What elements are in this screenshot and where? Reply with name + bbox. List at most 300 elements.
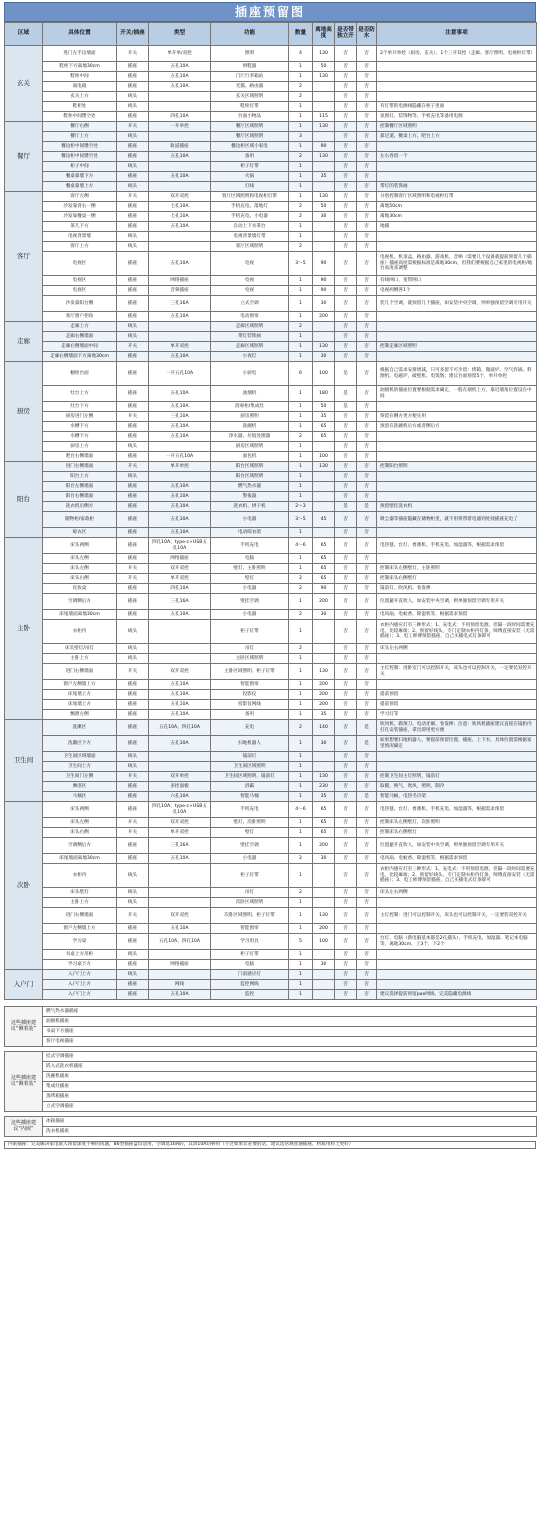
function-cell: 阳台区域照明 xyxy=(211,472,289,482)
spec-cell xyxy=(149,102,211,112)
table-row xyxy=(5,620,537,644)
note-cell: 2个单开单控（厨房、玄关）、1个三开双控（走廊、客厅照明、电视柜灯带） xyxy=(377,46,537,62)
note-cell: 台灯、电脑（新电脑基本都是2孔插头）、手机充电、加湿器、笔记本电脑等，离地30cm，上3个，下2个 xyxy=(377,934,537,950)
note-cell: 电风扇、电蚊香、除湿机等，根据需求预留 xyxy=(377,610,537,620)
table-row xyxy=(5,472,537,482)
type-cell: 插座 xyxy=(117,352,149,362)
location-cell: 餐桌靠墙上方 xyxy=(43,182,117,192)
switch-cell: 否 xyxy=(335,620,357,644)
table-row xyxy=(5,664,537,680)
function-cell: 小电器 xyxy=(211,854,289,864)
table-row xyxy=(5,838,537,854)
table-row xyxy=(5,432,537,442)
note-cell xyxy=(377,452,537,462)
function-cell: 电视 xyxy=(211,286,289,296)
type-cell: 插座 xyxy=(117,212,149,222)
suggestion-item: 立式空调插座 xyxy=(43,1102,537,1112)
table-row xyxy=(5,644,537,654)
location-cell: 进门右侧墙面 xyxy=(43,462,117,472)
waterproof-cell: 否 xyxy=(357,62,377,72)
table-row xyxy=(5,690,537,700)
table-row xyxy=(5,142,537,152)
note-cell: 分别控制客厅区域照明和电视柜灯带 xyxy=(377,192,537,202)
switch-cell: 否 xyxy=(335,452,357,462)
location-cell: 洗漱区 xyxy=(43,720,117,736)
switch-cell: 否 xyxy=(335,888,357,898)
height-cell xyxy=(313,990,335,1000)
suggestion-row xyxy=(5,1052,537,1062)
quantity-cell: 3～5 xyxy=(289,252,313,276)
function-cell: 电动晾衣架 xyxy=(211,528,289,538)
switch-cell: 否 xyxy=(335,276,357,286)
quantity-cell: 2 xyxy=(289,212,313,222)
switch-cell: 否 xyxy=(335,610,357,620)
type-cell: 线头 xyxy=(117,970,149,980)
quantity-cell: 6 xyxy=(289,362,313,386)
spec-cell: 音频插座 xyxy=(149,286,211,296)
function-cell: 带灯装饰画 xyxy=(211,332,289,342)
switch-cell: 否 xyxy=(335,644,357,654)
note-cell: 左右各留一个 xyxy=(377,152,537,162)
switch-cell: 否 xyxy=(335,296,357,312)
waterproof-cell: 否 xyxy=(357,690,377,700)
type-cell: 线头 xyxy=(117,654,149,664)
function-cell: 柜子灯带 xyxy=(211,162,289,172)
switch-cell: 否 xyxy=(335,492,357,502)
table-row xyxy=(5,574,537,584)
note-cell xyxy=(377,352,537,362)
switch-cell: 否 xyxy=(335,720,357,736)
type-cell: 开关 xyxy=(117,574,149,584)
function-cell: 柜子灯带 xyxy=(211,864,289,888)
table-row xyxy=(5,322,537,332)
waterproof-cell: 否 xyxy=(357,710,377,720)
waterproof-cell: 否 xyxy=(357,142,377,152)
suggestion-row xyxy=(5,1007,537,1017)
switch-cell: 否 xyxy=(335,554,357,564)
suggestion-item: 燃气热水器插座 xyxy=(43,1007,537,1017)
switch-cell: 否 xyxy=(335,342,357,352)
table-row xyxy=(5,252,537,276)
spec-cell: 七孔10A xyxy=(149,212,211,222)
quantity-cell: 1 xyxy=(289,680,313,690)
table-row xyxy=(5,828,537,838)
note-cell: 取暖，换气，吹风，照明，制冷 xyxy=(377,782,537,792)
suggestion-label: 这些插座建议“内嵌” xyxy=(5,1117,43,1137)
spec-cell: 五孔10A xyxy=(149,924,211,934)
waterproof-cell: 否 xyxy=(357,442,377,452)
type-cell: 开关 xyxy=(117,122,149,132)
type-cell: 开关 xyxy=(117,564,149,574)
suggestion-row xyxy=(5,1062,537,1072)
waterproof-cell: 否 xyxy=(357,412,377,422)
spec-cell: 多控面板 xyxy=(149,782,211,792)
spec-cell xyxy=(149,92,211,102)
region-cell: 厨房 xyxy=(5,362,43,462)
type-cell: 线头 xyxy=(117,102,149,112)
quantity-cell: 1 xyxy=(289,112,313,122)
spec-cell: 五孔10A xyxy=(149,62,211,72)
table-row xyxy=(5,452,537,462)
location-cell: 餐边柜中间镂空处 xyxy=(43,152,117,162)
switch-cell: 否 xyxy=(335,442,357,452)
function-cell: 投影仪网线 xyxy=(211,700,289,710)
type-cell: 插座 xyxy=(117,792,149,802)
spec-cell: 双开单控 xyxy=(149,772,211,782)
height-cell: 30 xyxy=(313,212,335,222)
location-cell: 客厅左侧 xyxy=(43,192,117,202)
note-cell xyxy=(377,960,537,970)
type-cell: 插座 xyxy=(117,512,149,528)
function-cell: 主卧区域照明 xyxy=(211,654,289,664)
location-cell: 沙发靠阳台侧 xyxy=(43,296,117,312)
type-cell: 插座 xyxy=(117,362,149,386)
quantity-cell: 1 xyxy=(289,332,313,342)
type-cell: 开关 xyxy=(117,342,149,352)
table-row xyxy=(5,46,537,62)
height-cell: 130 xyxy=(313,342,335,352)
waterproof-cell: 否 xyxy=(357,680,377,690)
note-cell: 控制床头右侧壁灯 xyxy=(377,828,537,838)
type-cell: 线头 xyxy=(117,132,149,142)
switch-cell: 否 xyxy=(335,864,357,888)
suggestion-item: 书桌下方插座 xyxy=(43,1027,537,1037)
note-cell: 如果想要扫地机器人，要提前预留位置，插座、上下水，具体位置需根据家里情况确定 xyxy=(377,736,537,752)
note-cell xyxy=(377,528,537,538)
location-cell: 床头两侧 xyxy=(43,802,117,818)
note-cell: 控制床头左侧壁灯，主卧照明 xyxy=(377,564,537,574)
spec-cell: 五孔10A xyxy=(149,680,211,690)
switch-cell: 否 xyxy=(335,854,357,864)
waterproof-cell: 否 xyxy=(357,192,377,202)
waterproof-cell: 否 xyxy=(357,620,377,644)
switch-cell: 否 xyxy=(335,286,357,296)
quantity-cell: 1 xyxy=(289,898,313,908)
table-row xyxy=(5,422,537,432)
spec-cell: 一开五孔10A xyxy=(149,452,211,462)
location-cell: 客厅上方 xyxy=(43,242,117,252)
quantity-cell: 1 xyxy=(289,970,313,980)
note-cell xyxy=(377,950,537,960)
region-cell: 阳台 xyxy=(5,462,43,538)
function-cell: 投影仪 xyxy=(211,690,289,700)
type-cell: 线头 xyxy=(117,620,149,644)
quantity-cell: 1 xyxy=(289,492,313,502)
quantity-cell: 2 xyxy=(289,152,313,162)
region-cell: 玄关 xyxy=(5,46,43,122)
note-cell: 氛围灯、装饰物等，手机充电等备用电源 xyxy=(377,112,537,122)
location-cell: 入户门上方 xyxy=(43,990,117,1000)
table-row xyxy=(5,950,537,960)
switch-cell: 否 xyxy=(335,908,357,924)
waterproof-cell: 否 xyxy=(357,762,377,772)
note-cell: 学习灯等 xyxy=(377,710,537,720)
switch-cell: 否 xyxy=(335,142,357,152)
switch-cell: 否 xyxy=(335,980,357,990)
spec-cell: 四孔10A、type-c+USB五孔10A xyxy=(149,802,211,818)
suggestion-item: 集成灶插座 xyxy=(43,1082,537,1092)
height-cell xyxy=(313,322,335,332)
quantity-cell: 1 xyxy=(289,960,313,970)
height-cell: 65 xyxy=(313,828,335,838)
spec-cell: 四孔10A、type-c+USB五孔10A xyxy=(149,538,211,554)
switch-cell: 否 xyxy=(335,112,357,122)
table-row xyxy=(5,232,537,242)
spec-cell xyxy=(149,888,211,898)
quantity-cell: 4 xyxy=(289,46,313,62)
suggestion-item: 洗碗机插座 xyxy=(43,1072,537,1082)
height-cell xyxy=(313,482,335,492)
type-cell: 插座 xyxy=(117,554,149,564)
region-cell: 次卧 xyxy=(5,802,43,970)
waterproof-cell: 否 xyxy=(357,122,377,132)
quantity-cell: 2 xyxy=(289,242,313,252)
location-cell: 弱电箱 xyxy=(43,82,117,92)
type-cell: 线头 xyxy=(117,322,149,332)
height-cell xyxy=(313,950,335,960)
note-cell: 位置避开直吹人，如安装中央空调，则单独预留空调专用开关 xyxy=(377,594,537,610)
quantity-cell: 1 xyxy=(289,172,313,182)
spec-cell: 五孔10A xyxy=(149,386,211,402)
table-body xyxy=(5,46,537,1000)
table-row xyxy=(5,792,537,802)
note-cell xyxy=(377,172,537,182)
height-cell: 130 xyxy=(313,46,335,62)
function-cell: 燃气热水器 xyxy=(211,482,289,492)
table-row xyxy=(5,276,537,286)
waterproof-cell: 是 xyxy=(357,502,377,512)
note-cell xyxy=(377,92,537,102)
spec-cell: 双开双控 xyxy=(149,908,211,924)
spec-cell: 四孔10A xyxy=(149,584,211,594)
type-cell: 线头 xyxy=(117,864,149,888)
height-cell: 65 xyxy=(313,818,335,828)
function-cell: 电视 xyxy=(211,252,289,276)
quantity-cell: 1 xyxy=(289,620,313,644)
quantity-cell: 2 xyxy=(289,574,313,584)
switch-cell: 否 xyxy=(335,772,357,782)
switch-cell: 否 xyxy=(335,222,357,232)
switch-cell: 否 xyxy=(335,960,357,970)
waterproof-cell: 否 xyxy=(357,818,377,828)
suggestion-row xyxy=(5,1027,537,1037)
table-row xyxy=(5,888,537,898)
table-row xyxy=(5,736,537,752)
location-cell: 学习桌下方 xyxy=(43,960,117,970)
height-cell xyxy=(313,654,335,664)
function-cell: 鞋柜灯带 xyxy=(211,102,289,112)
function-cell: 电动窗帘 xyxy=(211,312,289,322)
note-cell xyxy=(377,322,537,332)
quantity-cell: 1 xyxy=(289,472,313,482)
switch-cell: 否 xyxy=(335,934,357,950)
quantity-cell: 1 xyxy=(289,122,313,132)
type-cell: 插座 xyxy=(117,720,149,736)
type-cell: 插座 xyxy=(117,152,149,162)
height-cell xyxy=(313,242,335,252)
quantity-cell: 2 xyxy=(289,720,313,736)
waterproof-cell: 否 xyxy=(357,322,377,332)
type-cell: 插座 xyxy=(117,312,149,322)
switch-cell: 否 xyxy=(335,152,357,162)
spec-cell: 三孔16A xyxy=(149,838,211,854)
switch-cell: 否 xyxy=(335,700,357,710)
spec-cell: 五孔10A xyxy=(149,528,211,538)
spec-cell: 七孔10A xyxy=(149,202,211,212)
waterproof-cell: 否 xyxy=(357,528,377,538)
spec-cell: 五孔10A xyxy=(149,72,211,82)
function-cell: 电视背景墙灯带 xyxy=(211,232,289,242)
height-cell xyxy=(313,644,335,654)
suggestion-item: 蒸烤箱插座 xyxy=(43,1092,537,1102)
suggestion-item: 洗衣机插座 xyxy=(43,1127,537,1137)
height-cell: 30 xyxy=(313,610,335,620)
note-cell xyxy=(377,402,537,412)
function-cell: 壁挂空调 xyxy=(211,838,289,854)
quantity-cell: 1 xyxy=(289,352,313,362)
switch-cell: 否 xyxy=(335,924,357,934)
quantity-cell: 2 xyxy=(289,644,313,654)
function-cell: 监控 xyxy=(211,990,289,1000)
note-cell xyxy=(377,980,537,990)
location-cell: 床头壁灯/吊灯 xyxy=(43,644,117,654)
height-cell: 35 xyxy=(313,792,335,802)
height-cell xyxy=(313,232,335,242)
spec-cell: 五孔10A xyxy=(149,352,211,362)
function-cell: 壁灯 xyxy=(211,574,289,584)
spec-cell: 三孔16A xyxy=(149,594,211,610)
waterproof-cell: 否 xyxy=(357,402,377,412)
note-cell xyxy=(377,62,537,72)
switch-cell: 否 xyxy=(335,232,357,242)
type-cell: 线头 xyxy=(117,232,149,242)
quantity-cell: 1 xyxy=(289,182,313,192)
header-cell: 类型 xyxy=(149,23,211,46)
spec-cell: 五孔10A xyxy=(149,402,211,412)
location-cell: 衣柜内 xyxy=(43,620,117,644)
suggestion-row xyxy=(5,1117,537,1127)
location-cell: 主卧上方 xyxy=(43,898,117,908)
location-cell: 灶台下方 xyxy=(43,402,117,412)
function-cell: 电视 xyxy=(211,276,289,286)
note-cell xyxy=(377,482,537,492)
waterproof-cell: 否 xyxy=(357,286,377,296)
table-row xyxy=(5,296,537,312)
table-row xyxy=(5,482,537,492)
function-cell: 门前感应灯 xyxy=(211,970,289,980)
type-cell: 线头 xyxy=(117,92,149,102)
header-cell: 是否防水 xyxy=(357,23,377,46)
table-row xyxy=(5,352,537,362)
spec-cell: 五孔10A xyxy=(149,736,211,752)
type-cell: 插座 xyxy=(117,594,149,610)
note-cell: 控制餐厅区域照明 xyxy=(377,122,537,132)
table-row xyxy=(5,782,537,792)
height-cell: 30 xyxy=(313,960,335,970)
waterproof-cell: 否 xyxy=(357,112,377,122)
note-cell: 建议选择提前预留poe网线，完美隐藏电源线 xyxy=(377,990,537,1000)
switch-cell: 否 xyxy=(335,46,357,62)
waterproof-cell: 否 xyxy=(357,538,377,554)
height-cell: 130 xyxy=(313,192,335,202)
spec-cell xyxy=(149,162,211,172)
quantity-cell: 2～3 xyxy=(289,502,313,512)
header-cell: 功能 xyxy=(211,23,289,46)
location-cell: 客厅窗户拐角 xyxy=(43,312,117,322)
switch-cell: 否 xyxy=(335,462,357,472)
table-row xyxy=(5,286,537,296)
note-cell: 控制床头左侧壁灯，次卧照明 xyxy=(377,818,537,828)
note-cell xyxy=(377,162,537,172)
waterproof-cell: 否 xyxy=(357,386,377,402)
function-cell: 电脑 xyxy=(211,960,289,970)
table-row xyxy=(5,680,537,690)
note-cell: 主灯控制：进卧室门可以控制开关，床头也可以控制开关，一定要装双控开关 xyxy=(377,664,537,680)
spec-cell: 六孔10A xyxy=(149,792,211,802)
function-cell: 阳台区域照明 xyxy=(211,462,289,472)
height-cell: 35 xyxy=(313,710,335,720)
note-cell: 有线网口，宽带网口 xyxy=(377,276,537,286)
spec-cell: 网络插座 xyxy=(149,554,211,564)
function-cell: 智能窗帘 xyxy=(211,680,289,690)
type-cell: 线头 xyxy=(117,472,149,482)
location-cell: 柜子中间 xyxy=(43,162,117,172)
height-cell: 65 xyxy=(313,432,335,442)
switch-cell: 是 xyxy=(335,402,357,412)
waterproof-cell: 否 xyxy=(357,828,377,838)
height-cell: 90 xyxy=(313,142,335,152)
height-cell: 30 xyxy=(313,736,335,752)
height-cell xyxy=(313,864,335,888)
note-cell: 电热毯、台灯、香薰机、手机充电、加湿器等，根据需求预留 xyxy=(377,538,537,554)
location-cell: 床头左侧 xyxy=(43,818,117,828)
height-cell: 115 xyxy=(313,112,335,122)
height-cell: 65 xyxy=(313,554,335,564)
note-cell: 衣柜内感应灯有三种形式：1、充电式：不用预留电源，但隔一段时间需要充电，比较麻烦；2、预留好线头，专门定制衣柜内灯条，师傅直接安装（无需插座）；3、电工师傅预留插座，自己买插电式灯条即可 xyxy=(377,620,537,644)
waterproof-cell: 是 xyxy=(357,720,377,736)
quantity-cell: 1 xyxy=(289,412,313,422)
height-cell: 100 xyxy=(313,934,335,950)
type-cell: 插座 xyxy=(117,142,149,152)
height-cell: 130 xyxy=(313,72,335,82)
location-cell: 床头左侧 xyxy=(43,564,117,574)
region-cell: 卫生间 xyxy=(5,720,43,802)
function-cell: 自动上下水茶台 xyxy=(211,222,289,232)
table-row xyxy=(5,172,537,182)
table-row xyxy=(5,62,537,72)
spec-cell xyxy=(149,472,211,482)
height-cell xyxy=(313,472,335,482)
waterproof-cell: 否 xyxy=(357,908,377,924)
height-cell: 200 xyxy=(313,594,335,610)
function-cell: 监控网线 xyxy=(211,980,289,990)
switch-cell: 否 xyxy=(335,242,357,252)
function-cell: 小电器 xyxy=(211,610,289,620)
height-cell xyxy=(313,762,335,772)
location-cell: 床头右侧 xyxy=(43,828,117,838)
location-cell: 空调侧后方 xyxy=(43,838,117,854)
table-row xyxy=(5,312,537,322)
type-cell: 开关 xyxy=(117,462,149,472)
waterproof-cell: 否 xyxy=(357,276,377,286)
switch-cell: 否 xyxy=(335,898,357,908)
spec-cell xyxy=(149,970,211,980)
switch-cell: 否 xyxy=(335,752,357,762)
type-cell: 插座 xyxy=(117,528,149,538)
note-cell: 床头左右两侧 xyxy=(377,644,537,654)
quantity-cell: 1 xyxy=(289,990,313,1000)
function-cell: 餐厅区域照明 xyxy=(211,132,289,142)
